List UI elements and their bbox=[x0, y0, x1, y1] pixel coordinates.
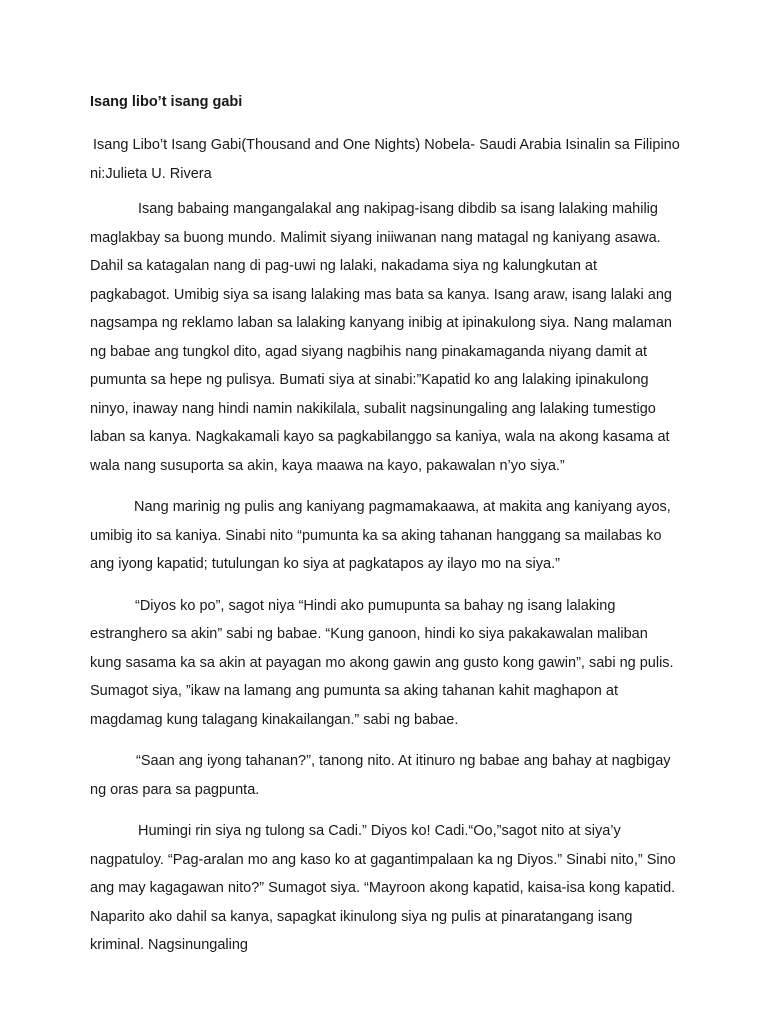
document-title: Isang libo’t isang gabi bbox=[90, 94, 243, 110]
paragraph: “Saan ang iyong tahanan?”, tanong nito. At itinuro ng babae ang bahay at nagbigay ng oras para sa pagpunta. bbox=[90, 753, 671, 798]
paragraph: Nang marinig ng pulis ang kaniyang pagmamakaawa, at makita ang kaniyang ayos, umibig ito sa kaniya. Sinabi nito “pumunta ka sa aking tahanan hanggang sa mailabas ko ang iyong kapatid; tutulungan ko siya at pagkatapos ay ilayo mo na siya.” bbox=[90, 499, 671, 572]
paragraph: Humingi rin siya ng tulong sa Cadi.” Diyos ko! Cadi.“Oo,”sagot nito at siya’y nagpatuloy. “Pag-aralan mo ang kaso ko at gagantimpalaan ka ng Diyos.” Sinabi nito,” Sino ang may kagagawan nito?” Sumagot siya. “Mayroon akong kapatid, kaisa-isa kong kapatid. Naparito ako dahil sa kanya, sapagkat ikinulong siya ng pulis at pinaratangang isang kriminal. Nagsinungaling bbox=[90, 823, 676, 953]
paragraph: Isang babaing mangangalakal ang nakipag-isang dibdib sa isang lalaking mahilig maglakbay sa buong mundo. Malimit siyang iniiwanan nang matagal ng kaniyang asawa. Dahil sa katagalan nang di pag-uwi ng lalaki, nakadama siya ng kalungkutan at pagkabagot. Umibig siya sa isang lalaking mas bata sa kanya. Isang araw, isang lalaki ang nagsampa ng reklamo laban sa lalaking kanyang inibig at ipinakulong siya. Nang malaman ng babae ang tungkol dito, agad siyang nagbihis nang pinakamaganda niyang damit at pumunta sa hepe ng pulisya. Bumati siya at sinabi:”Kapatid ko ang lalaking ipinakulong ninyo, inaway nang hindi namin nakikilala, subalit nagsinungaling ang lalaking tumestigo laban sa kanya. Nagkakamali kayo sa pagkabilanggo sa kaniya, wala na akong kasama at wala nang susuporta sa akin, kaya maawa na kayo, pakawalan n’yo siya.” bbox=[90, 201, 672, 474]
document-body bbox=[90, 195, 680, 973]
paragraph: “Diyos ko po”, sagot niya “Hindi ako pumupunta sa bahay ng isang lalaking estranghero sa akin” sabi ng babae. “Kung ganoon, hindi ko siya pakakawalan maliban kung sasama ka sa akin at payagan mo akong gawin ang gusto kong gawin”, sabi ng pulis. Sumagot siya, ”ikaw na lamang ang pumunta sa aking tahanan kahit maghapon at magdamag kung talagang kinakailangan.” sabi ng babae. bbox=[90, 597, 674, 728]
document-subtitle: Isang Libo’t Isang Gabi(Thousand and One Nights) Nobela- Saudi Arabia Isinalin sa Filipino ni:Julieta U. Rivera bbox=[90, 137, 680, 182]
